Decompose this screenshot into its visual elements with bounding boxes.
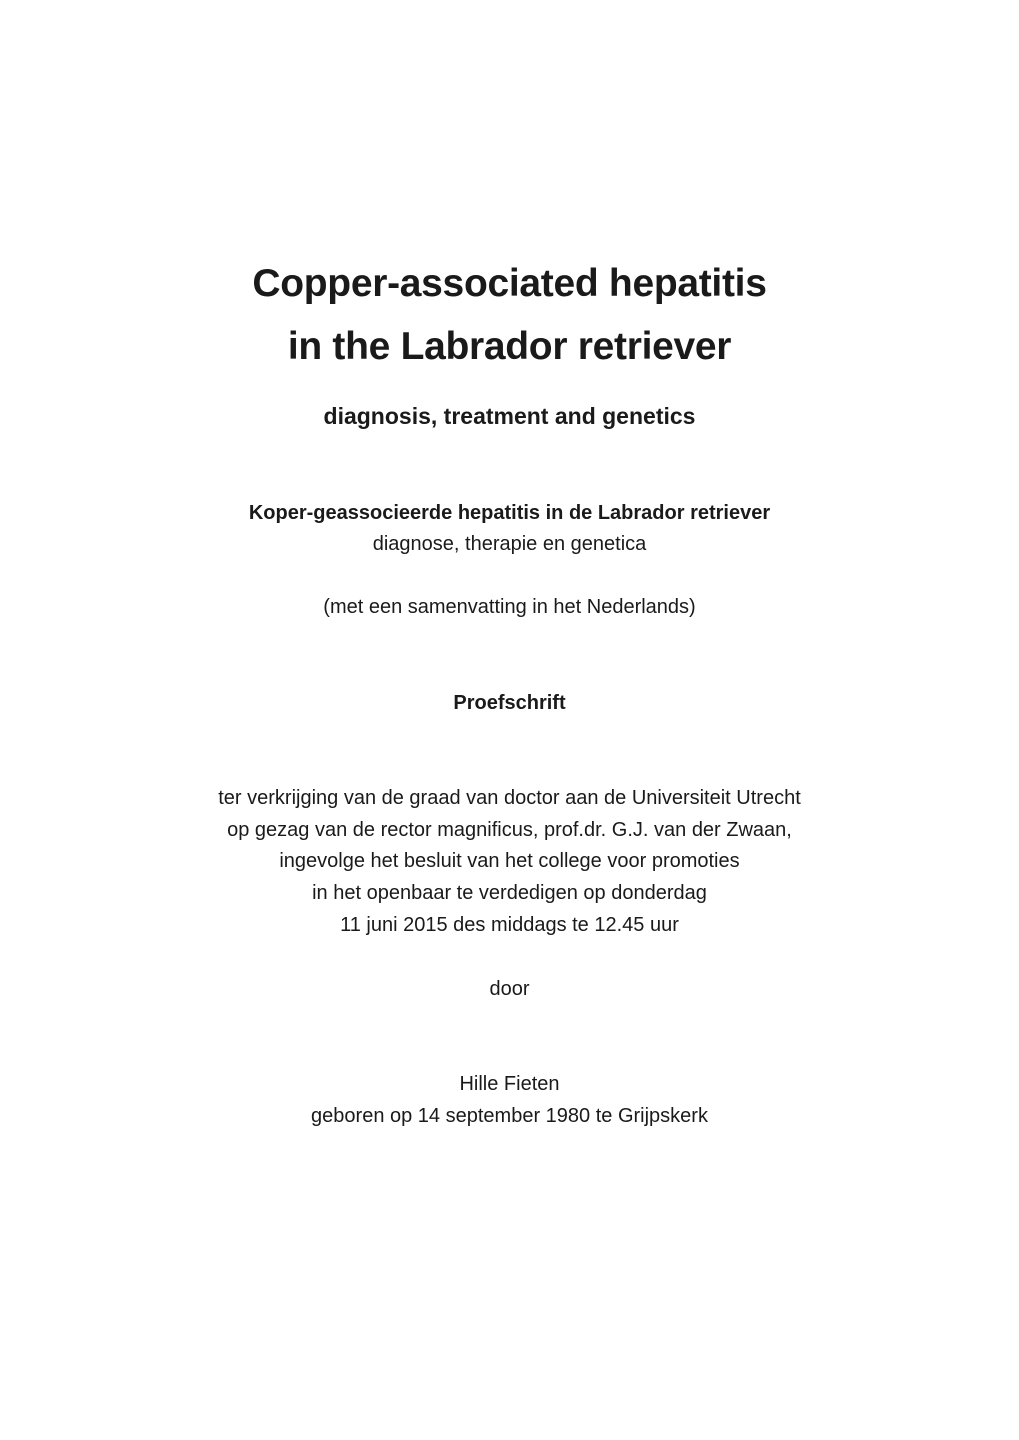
defense-line-1: ter verkrijging van de graad van doctor aan de Universiteit Utrecht (218, 787, 801, 809)
defense-line-2: op gezag van de rector magnificus, prof.dr. G.J. van der Zwaan, (227, 819, 792, 841)
birth-info: geboren op 14 september 1980 te Grijpskerk (311, 1105, 708, 1127)
summary-note: (met een samenvatting in het Nederlands) (323, 596, 696, 618)
defense-line-3: ingevolge het besluit van het college voor promoties (279, 850, 740, 872)
defense-line-4: in het openbaar te verdedigen op donderdag (312, 882, 707, 904)
title-line-1: Copper-associated hepatitis (252, 262, 767, 305)
title-line-2: in the Labrador retriever (287, 325, 732, 368)
document-type: Proefschrift (453, 692, 566, 714)
dutch-subtitle: diagnose, therapie en genetica (372, 533, 647, 555)
subtitle: diagnosis, treatment and genetics (323, 403, 696, 429)
dutch-title: Koper-geassocieerde hepatitis in de Labrador retriever (248, 502, 771, 524)
author-name: Hille Fieten (459, 1073, 560, 1095)
by-label: door (489, 978, 530, 1000)
defense-line-5: 11 juni 2015 des middags te 12.45 uur (340, 914, 679, 936)
